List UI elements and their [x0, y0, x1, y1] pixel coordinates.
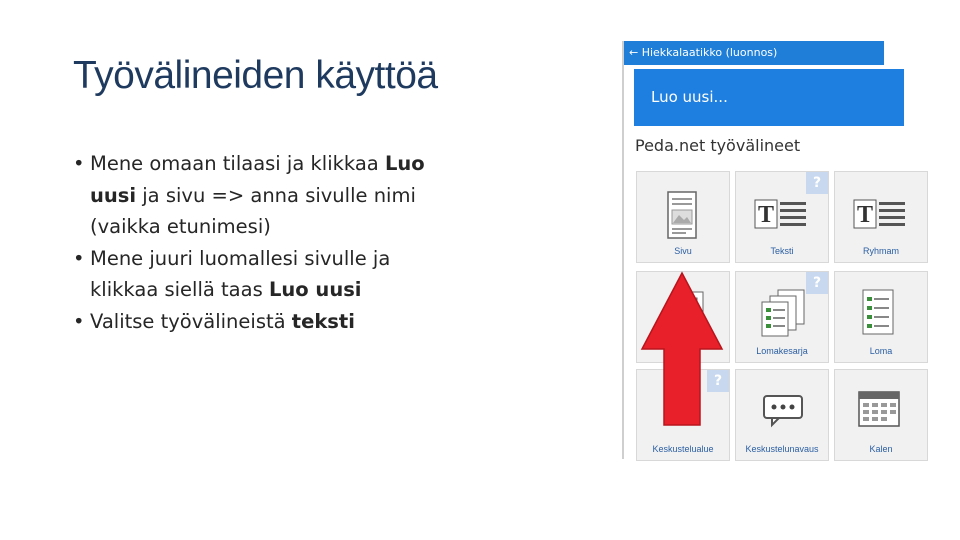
- up-arrow-icon: [640, 271, 724, 427]
- bullet-text: Mene juuri luomallesi sivulle ja klikkaa siellä taas: [90, 246, 391, 301]
- bullet-item-3: [73, 306, 463, 338]
- help-icon[interactable]: ?: [806, 272, 828, 294]
- svg-text:T: T: [856, 202, 874, 228]
- bullet-bold-text: teksti: [291, 309, 355, 333]
- svg-text:T: T: [757, 202, 775, 228]
- bullet-item-2: [73, 243, 463, 306]
- tile-label: Kalen: [869, 444, 893, 454]
- bullet-text: ja sivu => anna sivulle nimi (vaikka etunimesi): [90, 183, 416, 238]
- tile-label: Sivu: [674, 246, 692, 256]
- help-icon[interactable]: ?: [707, 370, 729, 392]
- tile-label: Keskustelunavaus: [745, 444, 819, 454]
- tool-tile-sivu[interactable]: [636, 171, 730, 263]
- slide-title: Työvälineiden käyttöä: [73, 54, 438, 97]
- chat-bubble-icon: [762, 394, 804, 432]
- tool-tile-teksti[interactable]: [735, 171, 829, 263]
- tile-label: Ryhmam: [862, 246, 899, 256]
- text-icon: [853, 194, 909, 238]
- breadcrumb-back-link[interactable]: ← Hiekkalaatikko (luonnos): [624, 41, 884, 65]
- bullet-list: [73, 148, 463, 337]
- tool-tile-loma[interactable]: [834, 271, 928, 363]
- text-icon: [754, 194, 810, 238]
- tool-tile-lomakesarja[interactable]: [735, 271, 829, 363]
- bullet-bold-text: Luo uusi: [90, 152, 425, 207]
- page-icon: [662, 190, 702, 246]
- bullet-text: Valitse työvälineistä: [90, 309, 292, 333]
- calendar-icon: [857, 390, 901, 434]
- tile-label: Keskustelualue: [652, 444, 714, 454]
- bullet-text: Mene omaan tilaasi ja klikkaa: [90, 152, 385, 175]
- bullet-bold-text: Luo uusi: [268, 278, 362, 301]
- help-icon[interactable]: ?: [806, 172, 828, 194]
- tool-tile-keskustelunavaus[interactable]: [735, 369, 829, 461]
- tool-tile-kalenteri[interactable]: [834, 369, 928, 461]
- tools-heading: Peda.net työvälineet: [635, 136, 801, 155]
- tile-label: Loma: [869, 346, 893, 356]
- tool-tile-ryhmam[interactable]: [834, 171, 928, 263]
- bullet-item-1: [73, 148, 463, 243]
- forms-stack-icon: [758, 288, 808, 344]
- form-icon: [859, 288, 899, 344]
- tile-label: Lomakesarja: [756, 346, 808, 356]
- tile-label: Teksti: [770, 246, 794, 256]
- create-new-button[interactable]: Luo uusi...: [634, 69, 904, 126]
